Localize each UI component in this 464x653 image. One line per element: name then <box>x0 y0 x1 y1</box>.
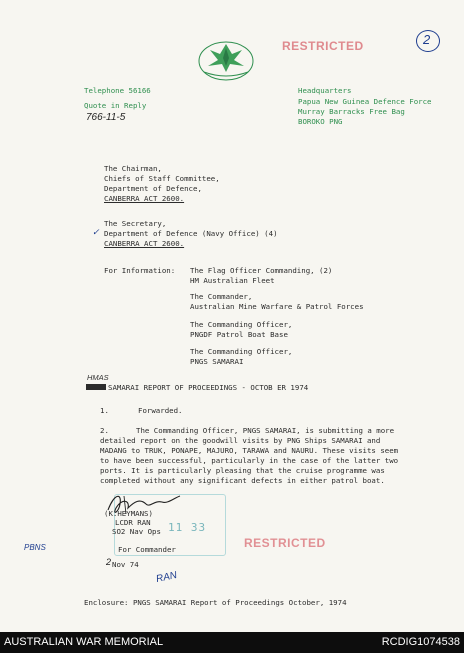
folio-number-circle <box>416 30 440 52</box>
handwritten-hmas: HMAS <box>87 373 109 382</box>
para-2-line: MADANG to TRUK, PONAPE, MAJURO, TARAWA and NAURU. These visits seem <box>100 446 399 455</box>
info-line: The Commanding Officer, <box>190 320 293 329</box>
para-1-text: Forwarded. <box>138 406 183 415</box>
signatory-name: (K.HEYMANS) <box>104 509 153 518</box>
addressee-line: Chiefs of Staff Committee, <box>104 174 220 183</box>
info-line: PNGS SAMARAI <box>190 357 244 366</box>
tick-mark-icon: ✓ <box>92 227 100 237</box>
telephone-line: Telephone 56166 <box>84 86 151 95</box>
hq-line-2: Papua New Guinea Defence Force <box>298 97 432 106</box>
info-line: The Commanding Officer, <box>190 347 293 356</box>
received-stamp-date: 11 33 <box>168 521 207 534</box>
date-day-handwritten: 2 <box>106 557 112 567</box>
folio-number: 2 <box>423 32 431 47</box>
handwritten-margin-note: PBNS <box>24 543 46 552</box>
signatory-rank: LCDR RAN <box>115 518 151 527</box>
para-2-line: completed without any significant defects in either patrol boat. <box>100 476 385 485</box>
para-2-line: The Commanding Officer, PNGS SAMARAI, is submitting a more <box>136 426 395 435</box>
addressee-line: CANBERRA ACT 2600. <box>104 194 185 203</box>
info-line: HM Australian Fleet <box>190 276 275 285</box>
info-line: PNGDF Patrol Boat Base <box>190 330 288 339</box>
para-1-number: 1. <box>100 406 109 415</box>
quote-in-reply-label: Quote in Reply <box>84 101 147 110</box>
addressee-line: The Chairman, <box>104 164 162 173</box>
addressee-line: Department of Defence (Navy Office) (4) <box>104 229 278 238</box>
addressee-line: The Secretary, <box>104 219 167 228</box>
info-line: The Commander, <box>190 292 253 301</box>
letter-date: Nov 74 <box>112 560 139 569</box>
para-2-number: 2. <box>100 426 109 435</box>
handwritten-initials: RAN <box>155 569 179 586</box>
signatory-position: SO2 Nav Ops <box>112 527 161 536</box>
for-commander-line: For Commander <box>118 545 176 554</box>
archive-footer-bar <box>0 632 464 653</box>
para-2-line: detailed report on the goodwill visits by PNG Ships SAMARAI and <box>100 436 381 445</box>
addressee-line: Department of Defence, <box>104 184 202 193</box>
info-line: The Flag Officer Commanding, (2) <box>190 266 333 275</box>
info-line: Australian Mine Warfare & Patrol Forces <box>190 302 364 311</box>
enclosure-line: Enclosure: PNGS SAMARAI Report of Proceedings October, 1974 <box>84 598 347 607</box>
for-information-label: For Information: <box>104 266 176 275</box>
addressee-line: CANBERRA ACT 2600. <box>104 239 185 248</box>
hq-line-4: BOROKO PNG <box>298 117 343 126</box>
restricted-stamp-bottom: RESTRICTED <box>244 536 326 550</box>
pngdf-crest-emblem <box>196 36 256 82</box>
footer-archive-name: AUSTRALIAN WAR MEMORIAL <box>4 636 164 648</box>
redaction-bar <box>86 384 106 390</box>
hq-line-3: Murray Barracks Free Bag <box>298 107 405 116</box>
hq-line-1: Headquarters <box>298 86 352 95</box>
para-2-line: to have been successful, particularly in the case of the latter two <box>100 456 399 465</box>
para-2-line: ports. It is particularly pleasing that the cruise programme was <box>100 466 385 475</box>
footer-record-id: RCDIG1074538 <box>381 636 460 648</box>
subject-line: SAMARAI REPORT OF PROCEEDINGS - OCTOB ER 1974 <box>108 383 309 392</box>
restricted-stamp-top: RESTRICTED <box>282 39 364 53</box>
file-reference: 766-11-5 <box>86 112 126 123</box>
